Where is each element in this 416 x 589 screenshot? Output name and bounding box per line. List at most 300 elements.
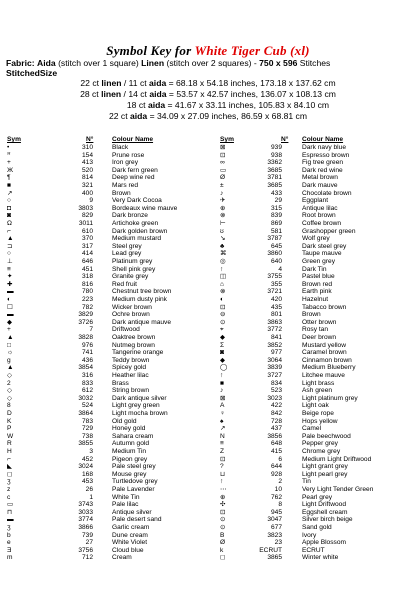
colour-number: 739 (81, 531, 93, 539)
symbol-glyph: ¶ (7, 174, 11, 182)
colour-number: 869 (270, 220, 282, 227)
colour-number: 420 (270, 296, 282, 303)
symbol-glyph: Σ (220, 341, 225, 349)
colour-name: Apple Blossom (302, 539, 346, 547)
col-header-name: Colour Name (112, 136, 154, 143)
title-black: Symbol Key for (106, 43, 192, 58)
symbol-glyph: ◎ (220, 258, 226, 265)
col-header-sym: Sym (7, 136, 21, 143)
symbol-glyph: 8 (7, 402, 11, 410)
symbol-glyph: Ǝ (7, 546, 12, 554)
colour-name: Very Dark Cocoa (112, 197, 162, 205)
colour-number: 355 (270, 280, 282, 288)
colour-number: 938 (270, 151, 282, 159)
colour-number: 3839 (267, 364, 282, 372)
symbol-glyph: P (7, 425, 12, 433)
colour-name: Pastel blue (302, 273, 335, 281)
colour-name: Shell pink grey (112, 265, 156, 273)
colour-name: String brown (112, 387, 150, 395)
colour-number: 612 (81, 387, 93, 395)
colour-number: 834 (270, 379, 282, 387)
colour-name: Heather lilac (112, 372, 149, 379)
symbol-glyph: ⊠ (220, 144, 226, 151)
symbol-glyph: ± (220, 182, 224, 189)
symbol-glyph: ⊐ (7, 242, 13, 250)
colour-number: 453 (81, 478, 93, 486)
symbol-glyph: ⊙ (220, 318, 226, 326)
colour-number: 762 (270, 493, 282, 501)
colour-number: 729 (81, 425, 93, 433)
symbol-glyph: ▬ (7, 311, 14, 319)
col-header-sym-2: Sym (220, 136, 234, 143)
colour-number: 3047 (267, 516, 282, 524)
symbol-glyph: Z (220, 448, 225, 455)
colour-number: 3865 (267, 554, 282, 562)
colour-name: Litchee mauve (302, 372, 345, 379)
stitched-size-line: 18 ct aida = 41.67 x 33.11 inches, 105.83 x 84.10 cm (126, 100, 330, 110)
symbol-glyph: ✈ (220, 197, 226, 205)
symbol-glyph: ◐ (220, 296, 224, 303)
colour-number: 780 (81, 288, 93, 296)
colour-number: 26 (85, 486, 93, 493)
symbol-glyph: ▬ (7, 288, 14, 296)
colour-number: 3829 (78, 311, 93, 319)
colour-name: Artichoke green (112, 220, 159, 227)
stitched-size-line: 22 ct aida = 34.09 x 27.09 inches, 86.59 x 68.81 cm (108, 111, 308, 121)
colour-number: 437 (270, 425, 282, 433)
symbol-glyph: Ø (220, 174, 226, 182)
colour-number: 3852 (267, 341, 282, 349)
colour-number: 3854 (78, 364, 93, 372)
colour-number: 400 (81, 189, 93, 197)
colour-number: 4 (278, 265, 282, 273)
colour-name: Grashopper green (302, 227, 356, 235)
colour-name: Very Light Tender Green (302, 486, 374, 493)
symbol-glyph: ▲ (7, 364, 14, 372)
colour-name: Oaktree brown (112, 334, 156, 341)
colour-number: 3774 (78, 516, 93, 524)
colour-number: 7 (89, 326, 93, 334)
colour-number: 520 (81, 166, 93, 174)
symbol-glyph: ⊡ (220, 455, 226, 463)
colour-number: 646 (81, 258, 93, 265)
symbol-glyph: ■ (220, 379, 224, 387)
symbol-glyph: D (7, 410, 12, 417)
symbol-glyph: ♪ (220, 189, 224, 197)
colour-name: Mars red (112, 182, 139, 189)
colour-number: 829 (81, 212, 93, 220)
symbol-glyph: ⊢ (220, 220, 226, 227)
colour-number: 3064 (267, 356, 282, 364)
colour-name: Dark bronze (112, 212, 148, 220)
colour-name: Brown (302, 311, 321, 319)
stitched-size-line: 22 ct linen / 11 ct aida = 68.18 x 54.18 inches, 173.18 x 137.62 cm (80, 78, 336, 88)
colour-number: 3756 (78, 546, 93, 554)
symbol-glyph: ⊙ (220, 516, 226, 524)
colour-name: Light Driftwood (302, 501, 346, 509)
colour-name: White Tin (112, 493, 140, 501)
symbol-glyph: ⊡ (220, 303, 226, 311)
colour-number: 3743 (78, 501, 93, 509)
colour-number: 738 (81, 432, 93, 440)
symbol-glyph: ⊕ (220, 493, 226, 501)
colour-name: Eggplant (302, 197, 329, 205)
colour-name: Old gold (112, 417, 137, 425)
colour-name: Coffee brown (302, 220, 342, 227)
symbol-glyph: ꟸ (7, 151, 11, 159)
colour-name: ECRUT (302, 546, 325, 554)
colour-name: Brass (112, 379, 129, 387)
colour-number: 433 (270, 189, 282, 197)
colour-name: Beige rope (302, 410, 334, 417)
colour-number: 435 (270, 303, 282, 311)
colour-number: 3 (89, 448, 93, 455)
symbol-glyph: 2 (7, 379, 11, 387)
colour-name: Light grant grey (302, 463, 348, 471)
colour-number: 154 (81, 151, 93, 159)
colour-number: 413 (81, 159, 93, 167)
symbol-glyph: ♠ (220, 417, 224, 425)
colour-name: Pale Lavender (112, 486, 155, 493)
colour-name: Cream (112, 554, 132, 562)
colour-number: 939 (270, 144, 282, 151)
colour-number: 610 (81, 227, 93, 235)
colour-name: Light platinum grey (302, 394, 358, 402)
colour-number: 3721 (267, 288, 282, 296)
symbol-glyph: e (7, 539, 11, 547)
colour-name: White Violet (112, 539, 148, 547)
colour-name: Wolf grey (302, 235, 330, 243)
colour-name: Winter white (302, 554, 339, 562)
colour-name: Deep wine red (112, 174, 155, 182)
symbol-glyph: ⊖ (220, 311, 226, 319)
colour-number: 3685 (267, 182, 282, 189)
colour-name: Medium dusty pink (112, 296, 167, 303)
colour-number: 27 (85, 539, 93, 547)
colour-number: 645 (270, 242, 282, 250)
symbol-glyph: ↗ (7, 189, 13, 197)
colour-name: Light brass (302, 379, 335, 387)
colour-name: Dark fern green (112, 166, 158, 174)
colour-name: Hops yellow (302, 417, 338, 425)
colour-name: Silver birch beige (302, 516, 353, 524)
colour-name: Fig tree green (302, 159, 344, 167)
colour-number: 728 (270, 417, 282, 425)
symbol-glyph: ⊗ (220, 212, 226, 220)
symbol-glyph: ʒ (7, 478, 11, 486)
colour-number: 451 (81, 265, 93, 273)
colour-number: 841 (270, 334, 282, 341)
colour-name: Tangerine orange (112, 349, 164, 357)
colour-name: Pale beechwood (302, 432, 351, 440)
colour-name: Rosy tan (302, 326, 329, 334)
colour-name: Metal brown (302, 174, 338, 182)
colour-name: Dark antique mauve (112, 318, 172, 326)
colour-name: Medium Light Driftwood (302, 455, 372, 463)
colour-number: 3024 (78, 463, 93, 471)
colour-name: Mustard yellow (302, 341, 346, 349)
symbol-glyph: ♪ (220, 387, 224, 395)
symbol-glyph: ⌐ (7, 227, 11, 235)
colour-name: Antique lilac (302, 204, 338, 212)
symbol-glyph: ⌖ (220, 326, 224, 334)
symbol-glyph: H (7, 448, 12, 455)
colour-name: Wicker brown (112, 303, 152, 311)
colour-name: Pale lilac (112, 501, 139, 509)
symbol-glyph: ? (220, 463, 224, 471)
colour-name: Camel (302, 425, 322, 433)
symbol-glyph: ◣ (7, 463, 13, 471)
symbol-glyph: + (7, 326, 11, 334)
colour-number: 3032 (78, 394, 93, 402)
symbol-glyph: ⊠ (220, 394, 226, 402)
colour-number: 3011 (78, 220, 93, 227)
symbol-glyph: ☼ (7, 349, 14, 357)
colour-name: Medium Blueberry (302, 364, 356, 372)
colour-name: Ochre brown (112, 311, 150, 319)
colour-name: Dark steel grey (302, 242, 347, 250)
colour-number: 3866 (78, 524, 93, 531)
colour-number: 3362 (267, 159, 282, 167)
colour-name: Sand gold (302, 524, 332, 531)
colour-name: Earth pink (302, 288, 332, 296)
colour-name: Green grey (302, 258, 335, 265)
colour-name: Black (112, 144, 129, 151)
symbol-glyph: k (220, 546, 224, 554)
col-header-name-2: Colour Name (302, 136, 344, 143)
symbol-glyph: Ж (7, 166, 14, 174)
colour-name: Granite grey (112, 273, 149, 281)
symbol-glyph: B (220, 531, 225, 539)
colour-number: 317 (81, 242, 93, 250)
symbol-glyph: ✚ (7, 280, 13, 288)
colour-number: 370 (81, 235, 93, 243)
symbol-glyph: ▲ (7, 235, 14, 243)
colour-number: 9 (89, 197, 93, 205)
colour-number: 741 (81, 349, 93, 357)
colour-number: 3828 (78, 334, 93, 341)
symbol-glyph: ◘ (7, 204, 11, 212)
colour-number: 524 (81, 402, 93, 410)
stitched-size-label: StitchedSize (6, 68, 58, 78)
colour-name: Dark mauve (302, 182, 338, 189)
colour-number: 801 (270, 311, 282, 319)
colour-number: 321 (81, 182, 93, 189)
colour-name: Chestnut tree brown (112, 288, 172, 296)
symbol-glyph: ✣ (220, 501, 226, 509)
symbol-glyph: ◯ (220, 364, 228, 372)
colour-name: Medium Tin (112, 448, 147, 455)
colour-number: 3023 (267, 394, 282, 402)
colour-number: 29 (274, 197, 282, 205)
colour-number: 414 (81, 250, 93, 258)
colour-name: Mouse grey (112, 470, 147, 478)
colour-name: Pale steel grey (112, 463, 156, 471)
colour-name: Cinnamon brown (302, 356, 352, 364)
colour-name: Antique silver (112, 508, 152, 516)
colour-name: Dark antique silver (112, 394, 167, 402)
colour-name: Pigeon grey (112, 455, 148, 463)
symbol-glyph: ↑ (220, 478, 224, 486)
colour-number: 842 (270, 410, 282, 417)
symbol-glyph: □ (7, 341, 11, 349)
symbol-glyph: Ø (220, 539, 226, 547)
colour-number: 3787 (267, 235, 282, 243)
colour-name: Espresso brown (302, 151, 350, 159)
colour-name: Taupe mauve (302, 250, 342, 258)
colour-number: 677 (270, 524, 282, 531)
symbol-glyph: ◙ (220, 349, 224, 357)
linen-label: Linen (141, 58, 165, 68)
colour-number: 452 (81, 455, 93, 463)
symbol-glyph: ◻ (7, 470, 13, 478)
symbol-glyph: ■ (7, 182, 11, 189)
colour-number: ECRUT (259, 546, 282, 554)
colour-name: Cloud blue (112, 546, 144, 554)
symbol-glyph: ◆ (220, 334, 226, 341)
colour-number: 3781 (267, 174, 282, 182)
colour-number: 1 (89, 493, 93, 501)
colour-number: 523 (270, 387, 282, 395)
colour-name: Driftwood (112, 326, 140, 334)
colour-name: Tin (302, 478, 311, 486)
symbol-glyph: ⊓ (7, 508, 13, 516)
colour-number: 783 (81, 417, 93, 425)
colour-number: 318 (81, 273, 93, 281)
colour-name: Honey gold (112, 425, 146, 433)
colour-name: Iron grey (112, 159, 139, 167)
symbol-glyph: A (220, 402, 225, 410)
symbol-glyph: ⌐ (7, 455, 11, 463)
symbol-glyph: ◫ (220, 273, 227, 281)
symbol-glyph: ◇ (7, 394, 13, 402)
colour-name: Deer brown (302, 334, 337, 341)
colour-number: 977 (270, 349, 282, 357)
colour-name: Ivory (302, 531, 317, 539)
colour-name: Prune rose (112, 151, 145, 159)
colour-number: 640 (270, 258, 282, 265)
colour-name: Lead grey (112, 250, 142, 258)
colour-name: Autumn gold (112, 440, 150, 448)
symbol-glyph: ʒ (7, 524, 11, 531)
symbol-glyph: ⋯ (220, 486, 227, 493)
colour-number: 223 (81, 296, 93, 303)
colour-number: 581 (270, 227, 282, 235)
symbol-glyph: ʊ (220, 227, 224, 235)
colour-name: Ash green (302, 387, 333, 395)
symbol-glyph: R (7, 440, 12, 448)
colour-number: 3803 (78, 204, 93, 212)
colour-name: Spicey gold (112, 364, 147, 372)
symbol-glyph: ⊥ (7, 258, 13, 265)
symbol-glyph: ☐ (7, 303, 13, 311)
aida-label: Aida (37, 58, 56, 68)
symbol-glyph: ⊗ (220, 288, 226, 296)
colour-name: Light grey green (112, 402, 160, 410)
colour-number: 839 (270, 212, 282, 220)
symbol-glyph: Ω (7, 220, 12, 227)
colour-name: Dark red wine (302, 166, 343, 174)
colour-number: 10 (274, 486, 282, 493)
symbol-glyph: ⊡ (220, 151, 226, 159)
symbol-glyph: • (7, 144, 10, 151)
colour-number: 3860 (267, 250, 282, 258)
colour-number: 3864 (78, 410, 93, 417)
symbol-glyph: + (7, 159, 11, 167)
symbol-glyph: ≡ (220, 440, 224, 448)
symbol-glyph: ≡ (7, 265, 11, 273)
symbol-glyph: ♀ (220, 410, 225, 417)
colour-number: 315 (270, 204, 282, 212)
colour-number: 3856 (267, 432, 282, 440)
colour-name: Steel grey (112, 242, 142, 250)
colour-number: 648 (270, 440, 282, 448)
symbol-glyph: ◇ (7, 387, 13, 395)
fabric-label: Fabric: (6, 58, 35, 68)
colour-name: Medium mustard (112, 235, 162, 243)
symbol-glyph: ⊙ (220, 524, 226, 531)
fabric-line: Fabric: Aida (stitch over 1 square) Linen (stitch over 2 squares) - 750 x 596 Stitches (6, 58, 331, 68)
aida-note: (stitch over 1 square) (58, 58, 139, 68)
symbol-glyph: ⌘ (220, 250, 227, 258)
colour-number: 3755 (267, 273, 282, 281)
symbol-glyph: ▭ (220, 166, 227, 174)
colour-name: Light oak (302, 402, 329, 410)
colour-name: Light mocha brown (112, 410, 168, 417)
colour-name: Turtledove grey (112, 478, 158, 486)
symbol-glyph: ▲ (7, 334, 14, 341)
colour-name: Sahara cream (112, 432, 154, 440)
symbol-glyph: ⌂ (220, 280, 224, 288)
symbol-glyph: ϲ (7, 493, 11, 501)
colour-name: Nutmeg brown (112, 341, 155, 349)
symbol-glyph: ◇ (7, 372, 13, 379)
colour-name: Pepper grey (302, 440, 338, 448)
colour-name: Tabacco brown (302, 303, 347, 311)
symbol-glyph: ▭ (7, 501, 14, 509)
colour-number: 168 (81, 470, 93, 478)
colour-name: Root brown (302, 212, 336, 220)
colour-name: Teddy brown (112, 356, 150, 364)
colour-name: Otter brown (302, 318, 337, 326)
symbol-glyph: W (7, 432, 14, 440)
symbol-glyph: ⊕ (220, 204, 226, 212)
symbol-glyph: z (7, 486, 11, 493)
symbol-glyph: ♣ (220, 242, 225, 250)
colour-number: 3726 (78, 318, 93, 326)
symbol-glyph: K (7, 417, 12, 425)
title-red: White Tiger Cub (xl) (194, 43, 310, 58)
symbol-glyph: ✦ (7, 273, 13, 281)
symbol-glyph: ◙ (7, 212, 11, 220)
colour-number: 816 (81, 280, 93, 288)
symbol-glyph: ◐ (7, 296, 11, 303)
colour-number: 782 (81, 303, 93, 311)
symbol-glyph: ↑ (220, 372, 224, 379)
colour-number: 644 (270, 463, 282, 471)
symbol-glyph: b (7, 531, 11, 539)
colour-number: 8 (278, 501, 282, 509)
symbol-glyph: ↗ (220, 425, 226, 433)
colour-number: 422 (270, 402, 282, 410)
colour-name: Eggshell cream (302, 508, 348, 516)
colour-number: 3855 (78, 440, 93, 448)
symbol-glyph: ◆ (220, 356, 226, 364)
symbol-glyph: g (7, 356, 11, 364)
stitch-count: 750 x 596 (259, 58, 298, 68)
symbol-glyph: ↘ (220, 235, 226, 243)
col-header-num-2: N° (281, 136, 289, 143)
